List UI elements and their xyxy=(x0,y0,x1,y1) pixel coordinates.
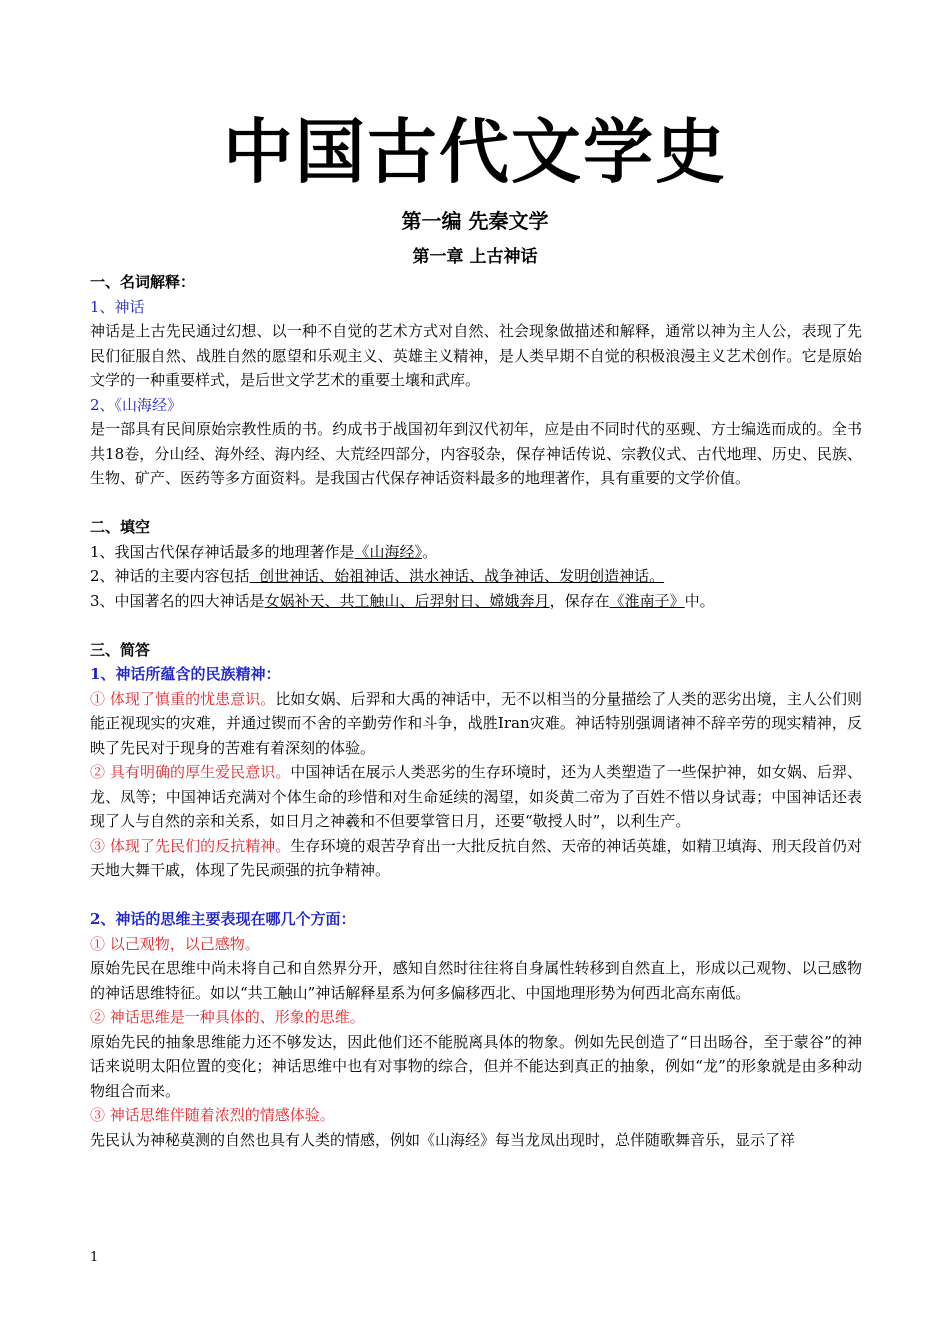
question-text: 中。 xyxy=(684,591,715,610)
fill-blank-item xyxy=(90,564,862,589)
answer-detail: 原始先民的抽象思维能力还不够发达，因此他们还不能脱离具体的物象。例如先民创造了“日出旸谷，至于蒙谷”的神话来说明太阳位置的变化；神话思维中也有对事物的综合，但并不能达到真正的抽象，例如“龙”的形象就是由多种动物组合而来。 xyxy=(90,1032,862,1100)
spacer xyxy=(90,613,862,638)
answer-point: ③ 神话思维伴随着浓烈的情感体验。 xyxy=(90,1106,335,1124)
answer-detail: 先民认为神秘莫测的自然也具有人类的情感，例如《山海经》每当龙凤出现时，总伴随歌舞音乐，显示了祥 xyxy=(90,1130,796,1149)
answer-point: ② 神话思维是一种具体的、形象的思维。 xyxy=(90,1008,365,1026)
fill-blank-item xyxy=(90,540,862,565)
term-definition: 是一部具有民间原始宗教性质的书。约成书于战国初年到汉代初年，应是由不同时代的巫觋、方士编选而成的。全书共18卷，分山经、海外经、海内经、大荒经四部分，内容驳杂，保存神话传说、宗教仪式、古代地理、历史、民族、生物、矿产、医药等多方面资料。是我国古代保存神话资料最多的地理著作，具有重要的文学价值。 xyxy=(90,420,862,487)
answer-point: ① 以己观物，以己感物。 xyxy=(90,934,260,953)
answer-detail: 比如女娲、后羿和大禹的神话中，无不以相当的分量描绘了人类的恶劣出境，主人公们则能正视现实的灾难，并通过锲而不舍的辛勤劳作和斗争，战胜Iran灾难。神话特别强调诸神不辞辛劳的现实精神，反映了先民对于现身的苦难有着深刻的体验。 xyxy=(90,689,862,757)
answer-point: ① 体现了慎重的忧患意识。 xyxy=(90,689,276,708)
document-body xyxy=(90,270,862,1152)
page-number: 1 xyxy=(90,1250,99,1265)
section-heading: 一、名词解释： xyxy=(90,273,196,291)
spacer xyxy=(90,491,862,516)
fill-blank-item xyxy=(90,589,862,614)
question-title: 2、神话的思维主要表现在哪几个方面： xyxy=(90,910,356,928)
part-heading: 第一编 先秦文学 xyxy=(401,209,549,233)
page-title: 中国古代文学史 xyxy=(223,111,727,193)
section-heading: 三、简答 xyxy=(90,640,151,659)
answer-text: 女娲补天、共工触山、后羿射日、嫦娥奔月 xyxy=(264,591,550,610)
answer-point: ③ 体现了先民们的反抗精神。 xyxy=(90,836,291,855)
answer-detail: 原始先民在思维中尚未将自己和自然界分开，感知自然时往往将自身属性转移到自然直上，形成以己观物、以己感物的神话思维特征。如以“共工触山”神话解释星系为何多偏移西北、中国地理形势为何西北高东南低。 xyxy=(90,959,862,1002)
answer-paragraph xyxy=(90,760,862,834)
answer-point: ② 具有明确的厚生爱民意识。 xyxy=(90,763,291,781)
spacer xyxy=(90,883,862,908)
answer-text: 《淮南子》 xyxy=(609,591,685,610)
question-text: 2、神话的主要内容包括 xyxy=(90,567,250,585)
section-heading: 二、填空 xyxy=(90,518,151,536)
answer-detail: 生存环境的艰苦孕育出一大批反抗自然、天帝的神话英雄，如精卫填海、刑天段首仍对天地大舞干戚，体现了先民顽强的抗争精神。 xyxy=(90,836,862,879)
answer-text: 《山海经》 xyxy=(354,542,423,561)
chapter-heading: 第一章 上古神话 xyxy=(412,247,538,267)
question-text: 。 xyxy=(422,542,438,561)
question-text: 1、我国古代保存神话最多的地理著作是 xyxy=(90,542,355,561)
answer-paragraph xyxy=(90,834,862,883)
question-title: 1、神话所蕴含的民族精神： xyxy=(90,665,281,683)
answer-text: 创世神话、始祖神话、洪水神话、战争神话、发明创造神话。 xyxy=(249,567,665,585)
term-title: 2、《山海经》 xyxy=(90,395,183,414)
term-definition: 神话是上古先民通过幻想、以一种不自觉的艺术方式对自然、社会现象做描述和解释，通常以神为主人公，表现了先民们征服自然、战胜自然的愿望和乐观主义、英雄主义精神，是人类早期不自觉的积极浪漫主义艺术创作。它是原始文学的一种重要样式，是后世文学艺术的重要土壤和武库。 xyxy=(90,322,862,389)
question-text: ，保存在 xyxy=(549,591,610,610)
question-text: 3、中国著名的四大神话是 xyxy=(90,591,265,610)
answer-paragraph xyxy=(90,687,862,761)
answer-detail: 中国神话在展示人类恶劣的生存环境时，还为人类塑造了一些保护神，如女娲、后羿、龙、凤等；中国神话充满对个体生命的珍惜和对生命延续的渴望，如炎黄二帝为了百姓不惜以身试毒；中国神话还表现了人与自然的亲和关系，如日月之神羲和不但要掌管日月，还要“敬授人时”，以利生产。 xyxy=(90,763,862,830)
term-title: 1、神话 xyxy=(90,297,145,316)
